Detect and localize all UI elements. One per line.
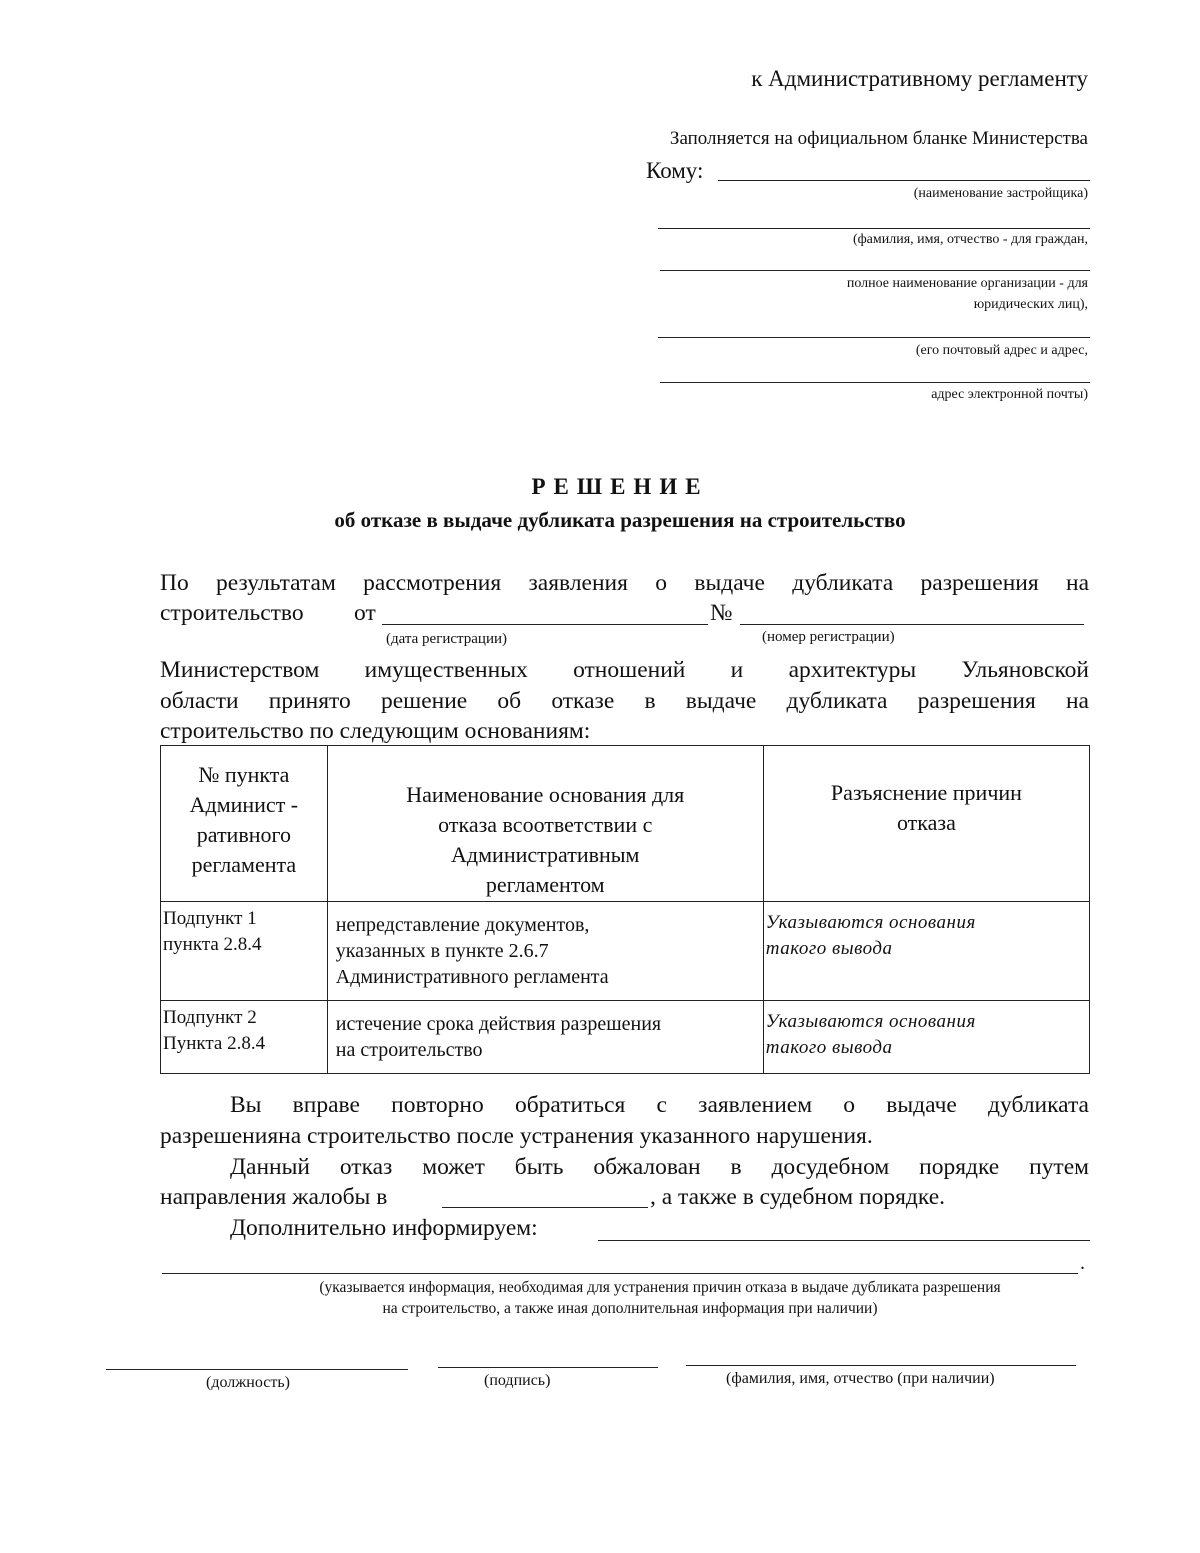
appeal-line-2-end: , а также в судебном порядке. — [650, 1184, 946, 1210]
cell-text: непредставление документов, — [335, 914, 590, 936]
position-caption: (должность) — [206, 1374, 290, 1391]
caption-fio: (фамилия, имя, отчество - для граждан, — [852, 232, 1088, 247]
reglament-reference: к Административному регламенту — [751, 66, 1088, 91]
header-text: ративного — [196, 822, 291, 847]
header-cell-explanation — [763, 746, 1089, 902]
reapply-line-2: разрешенияна строительство после устранения указанного нарушения. — [160, 1123, 873, 1149]
header-cell-reason — [327, 746, 763, 902]
reapply-line-1: Вы вправе повторно обратиться с заявлением о выдаче дубликата — [230, 1092, 1089, 1118]
cell-text: пункта 2.8.4 — [163, 934, 262, 955]
info-note-line-2: на строительство, а также иная дополнительная информация при наличии) — [382, 1300, 878, 1317]
grounds-table — [160, 745, 1090, 1074]
cell-text: на строительство — [335, 1039, 483, 1061]
fill-line-4 — [658, 337, 1090, 338]
table-row — [161, 1001, 1090, 1074]
fill-line-5 — [660, 382, 1090, 383]
intro-line-1: По результатам рассмотрения заявления о выдаче дубликата разрешения на — [160, 570, 1089, 596]
intro-line-5: строительство по следующим основаниям: — [160, 718, 591, 744]
caption-legal-entities: юридических лиц), — [973, 297, 1088, 312]
row-reason-cell — [327, 1001, 763, 1074]
komu-label: Кому: — [646, 158, 704, 183]
fill-note: Заполняется на официальном бланке Министерства — [669, 128, 1088, 149]
cell-text: Административного регламента — [335, 966, 609, 988]
additional-info-label: Дополнительно информируем: — [230, 1215, 538, 1241]
additional-info-dot: . — [1080, 1252, 1085, 1274]
cell-text: такого вывода — [765, 938, 893, 959]
header-text: регламента — [191, 852, 297, 877]
cell-text: Пункта 2.8.4 — [163, 1033, 266, 1054]
cell-text: истечение срока действия разрешения — [335, 1013, 662, 1035]
position-line — [106, 1369, 408, 1370]
additional-info-line-2 — [162, 1273, 1078, 1274]
row-reason-cell — [327, 902, 763, 1001]
date-caption: (дата регистрации) — [386, 631, 508, 647]
cell-text: Подпункт 1 — [163, 908, 257, 929]
cell-text: Подпункт 2 — [163, 1007, 257, 1028]
intro-construction: строительство — [160, 600, 304, 626]
header-text: Админист - — [189, 792, 299, 817]
appeal-fill-line — [442, 1207, 648, 1208]
cell-text: такого вывода — [765, 1037, 893, 1058]
table-row — [161, 902, 1090, 1001]
intro-line-4: области принято решение об отказе в выдаче дубликата разрешения на — [160, 688, 1089, 714]
signature-line — [438, 1367, 658, 1368]
header-text: Наименование основания для — [406, 782, 685, 807]
caption-developer: (наименование застройщика) — [913, 186, 1088, 201]
fill-line-3 — [660, 270, 1090, 271]
row-point-cell — [161, 902, 328, 1001]
appeal-line-1: Данный отказ может быть обжалован в досудебном порядке путем — [230, 1154, 1089, 1180]
cell-text: указанных в пункте 2.6.7 — [335, 940, 549, 962]
fill-line-2 — [658, 228, 1090, 229]
document-title: РЕШЕНИЕ — [531, 474, 709, 499]
document-subtitle: об отказе в выдаче дубликата разрешения на строительство — [334, 508, 906, 532]
intro-number-sign: № — [710, 600, 733, 626]
komu-fill-line — [718, 180, 1090, 181]
number-caption: (номер регистрации) — [762, 629, 895, 645]
cell-text: Указываются основания — [765, 912, 976, 933]
header-text: № пункта — [198, 762, 290, 787]
row-explanation-cell — [763, 1001, 1089, 1074]
header-text: Административным — [451, 842, 640, 867]
caption-email: адрес электронной почты) — [931, 387, 1088, 402]
info-note-line-1: (указывается информация, необходимая для устранения причин отказа в выдаче дубликата разрешения — [319, 1279, 1001, 1296]
number-fill-line — [740, 624, 1084, 625]
header-text: отказа всоответствии с — [438, 812, 653, 837]
intro-line-3: Министерством имущественных отношений и архитектуры Ульяновской — [160, 657, 1089, 683]
header-text: Разъяснение причин — [830, 780, 1022, 805]
signature-caption: (подпись) — [484, 1372, 551, 1389]
row-explanation-cell — [763, 902, 1089, 1001]
row-point-cell — [161, 1001, 328, 1074]
caption-postal: (его почтовый адрес и адрес, — [915, 343, 1088, 358]
cell-text: Указываются основания — [765, 1011, 976, 1032]
table-header-row — [161, 746, 1090, 902]
additional-info-line-1 — [598, 1240, 1090, 1241]
header-cell-point — [161, 746, 328, 902]
intro-ot: от — [354, 600, 376, 626]
header-text: отказа — [896, 810, 956, 835]
date-fill-line — [382, 624, 708, 625]
caption-org-name: полное наименование организации - для — [846, 276, 1088, 291]
appeal-line-2-start: направления жалобы в — [160, 1184, 388, 1210]
header-text: регламентом — [485, 872, 605, 897]
name-line — [686, 1365, 1076, 1366]
name-caption: (фамилия, имя, отчество (при наличии) — [726, 1370, 995, 1387]
